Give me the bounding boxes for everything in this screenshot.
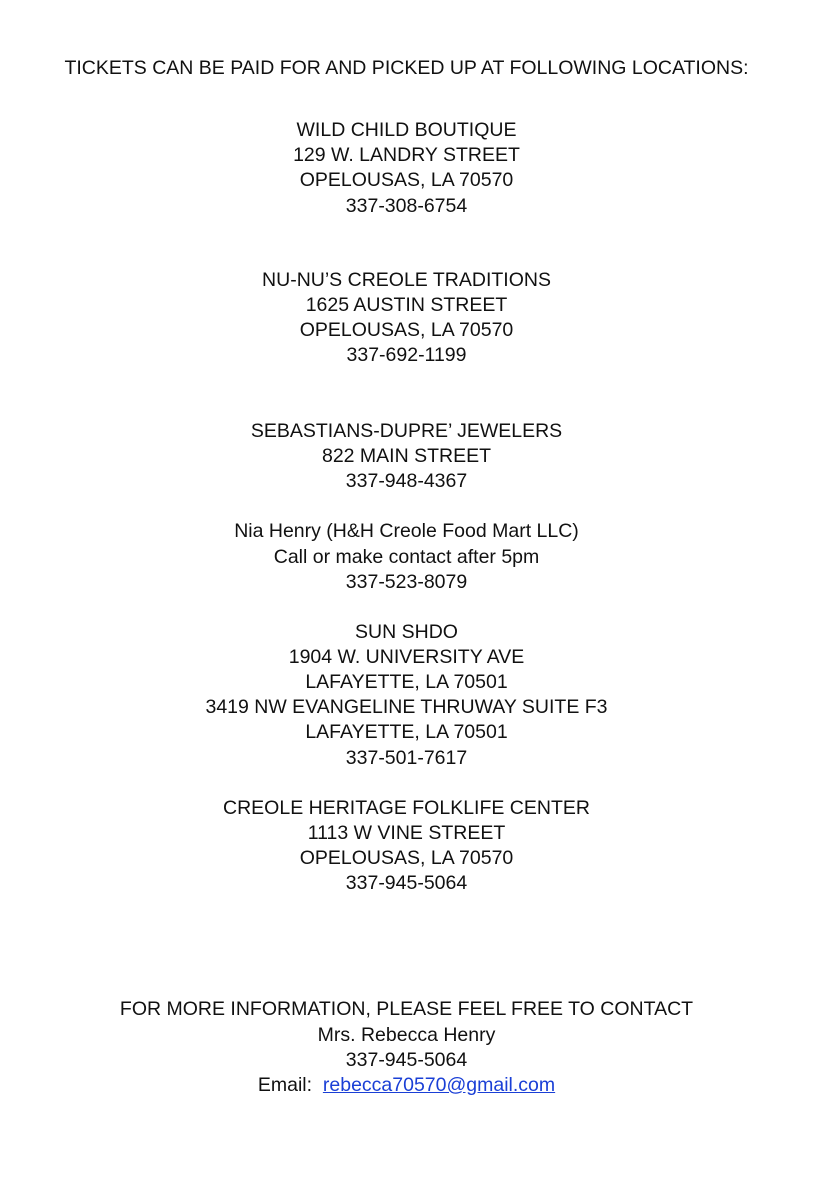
- location-name: NU-NU’S CREOLE TRADITIONS: [262, 269, 551, 291]
- location-name: CREOLE HERITAGE FOLKLIFE CENTER: [223, 797, 590, 819]
- location-city: OPELOUSAS, LA 70570: [299, 169, 514, 191]
- page-header: TICKETS CAN BE PAID FOR AND PICKED UP AT FOLLOWING LOCATIONS:: [64, 57, 749, 79]
- location-name: WILD CHILD BOUTIQUE: [296, 119, 517, 141]
- location-city: OPELOUSAS, LA 70570: [299, 319, 514, 341]
- location-name: SUN SHDO: [355, 621, 458, 643]
- location-city: LAFAYETTE, LA 70501: [305, 671, 508, 693]
- location-phone: 337-523-8079: [345, 571, 468, 593]
- location-name: SEBASTIANS-DUPRE’ JEWELERS: [250, 420, 563, 442]
- email-link[interactable]: rebecca70570@gmail.com: [322, 1074, 556, 1096]
- location-note: Call or make contact after 5pm: [273, 546, 540, 568]
- location-phone: 337-692-1199: [346, 344, 467, 366]
- location-address: 1904 W. UNIVERSITY AVE: [288, 646, 525, 668]
- location-phone: 337-945-5064: [345, 872, 468, 894]
- email-label: Email:: [257, 1074, 313, 1096]
- location-city: LAFAYETTE, LA 70501: [305, 721, 508, 743]
- location-phone: 337-501-7617: [345, 747, 468, 769]
- location-address: 3419 NW EVANGELINE THRUWAY SUITE F3: [205, 696, 608, 718]
- contact-name: Mrs. Rebecca Henry: [317, 1024, 496, 1046]
- contact-heading: FOR MORE INFORMATION, PLEASE FEEL FREE TO CONTACT: [119, 998, 694, 1020]
- location-address: 1113 W VINE STREET: [307, 822, 506, 844]
- location-address: 129 W. LANDRY STREET: [293, 144, 520, 166]
- location-city: OPELOUSAS, LA 70570: [299, 847, 514, 869]
- location-address: 822 MAIN STREET: [321, 445, 492, 467]
- location-name: Nia Henry (H&H Creole Food Mart LLC): [234, 520, 579, 542]
- contact-email-line: [0, 1073, 813, 1098]
- location-phone: 337-308-6754: [345, 195, 468, 217]
- contact-phone: 337-945-5064: [345, 1049, 468, 1071]
- location-phone: 337-948-4367: [345, 470, 468, 492]
- location-address: 1625 AUSTIN STREET: [305, 294, 508, 316]
